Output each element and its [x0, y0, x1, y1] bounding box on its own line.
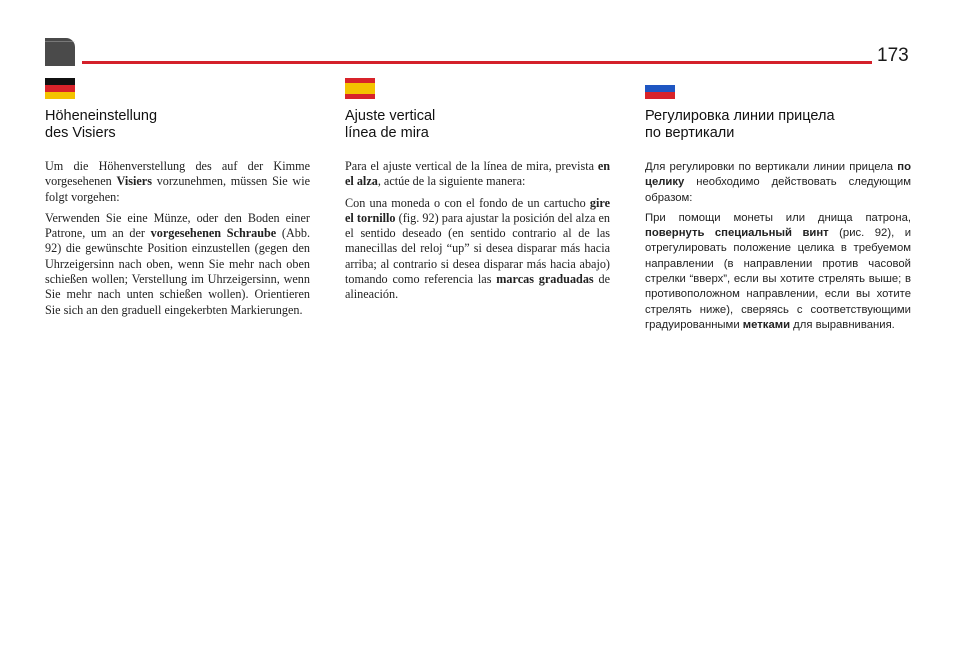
- text-run: Verwenden Sie eine Münze, oder den Boden einer Patrone, um an der: [45, 210, 310, 241]
- bold-term: повернуть специальный винт: [645, 227, 829, 240]
- bold-term: en el alza: [345, 159, 610, 189]
- title-line: Höheneinstellung: [45, 108, 158, 124]
- text-run: Um die Höhenverstellung des auf der Kimme vorgesehenen: [45, 159, 310, 189]
- text-run: необходимо действовать следующим образом:: [645, 176, 911, 204]
- header-rule: [82, 61, 872, 64]
- flag-spain-icon: [345, 78, 375, 99]
- paragraph-intro: [345, 159, 610, 190]
- title-line: Регулировка линии прицела: [645, 108, 835, 124]
- text-run: Para el ajuste vertical de la línea de mira, prevista: [345, 159, 598, 173]
- text-run: (рис. 92), и отрегулировать положение целика в требуемом направлении (в направлении против часовой стрелки “вверх”, если вы хотите стрелять выше; в противоположном направлении, если вы хотите стрелять ниже), сверяясь с соответствующими градуированными: [645, 227, 912, 331]
- bold-term: vorgesehenen Schraube: [150, 226, 277, 241]
- title-line: по вертикали: [645, 125, 735, 141]
- paragraph-instructions: [645, 211, 911, 333]
- text-run: При помощи монеты или днища патрона,: [645, 211, 911, 224]
- bold-term: gire el tornillo: [345, 195, 610, 225]
- bold-term: по целику: [645, 161, 911, 189]
- title-line: línea de mira: [345, 125, 429, 141]
- section-title-russian: [645, 108, 911, 142]
- flag-russia-icon: [645, 78, 675, 99]
- text-run: Con una moneda o con el fondo de un cartucho: [345, 195, 590, 210]
- text-run: , actúe de la siguiente manera:: [377, 174, 526, 189]
- text-run: (Abb. 92) die gewünschte Position einzustellen (gegen den Uhrzeigersinn nach oben, wenn Sie mehr nach oben schießen wollen; Verstellung im Uhrzeigersinn, wenn Sie mehr nach unten schießen wollen). Orientieren Sie sich an den graduell eingekerbten Markierungen.: [45, 226, 310, 317]
- section-title-german: [45, 108, 310, 142]
- text-run: (fig. 92) para ajustar la posición del alza en el sentido deseado (en sentido contrario al de las manecillas del reloj “up” si desea disparar más hacia arriba; al contrario si desea disparar más hacia abajo) tomando como referencia las: [345, 210, 611, 287]
- section-title-spanish: [345, 108, 610, 142]
- paragraph-instructions: [45, 211, 310, 318]
- column-russian: [645, 78, 911, 333]
- paragraph-intro: [45, 159, 310, 205]
- column-spanish: [345, 78, 610, 303]
- bold-term: Visiers: [116, 174, 152, 189]
- flag-germany-icon: [45, 78, 75, 99]
- title-line: Ajuste vertical: [345, 108, 436, 124]
- page-corner-tab: [45, 38, 75, 66]
- text-run: Для регулировки по вертикали линии прицела: [645, 161, 898, 173]
- text-run: для выравнивания.: [790, 318, 895, 331]
- bold-term: метками: [742, 318, 791, 331]
- title-line: des Visiers: [45, 125, 116, 141]
- text-run: vorzunehmen, müssen Sie wie folgt vorgehen:: [45, 174, 310, 204]
- bold-term: marcas graduadas: [496, 272, 594, 287]
- text-run: de alineación.: [345, 272, 610, 302]
- column-german: [45, 78, 310, 318]
- page-number: 173: [877, 45, 909, 66]
- paragraph-instructions: [345, 196, 610, 303]
- paragraph-intro: [645, 160, 911, 206]
